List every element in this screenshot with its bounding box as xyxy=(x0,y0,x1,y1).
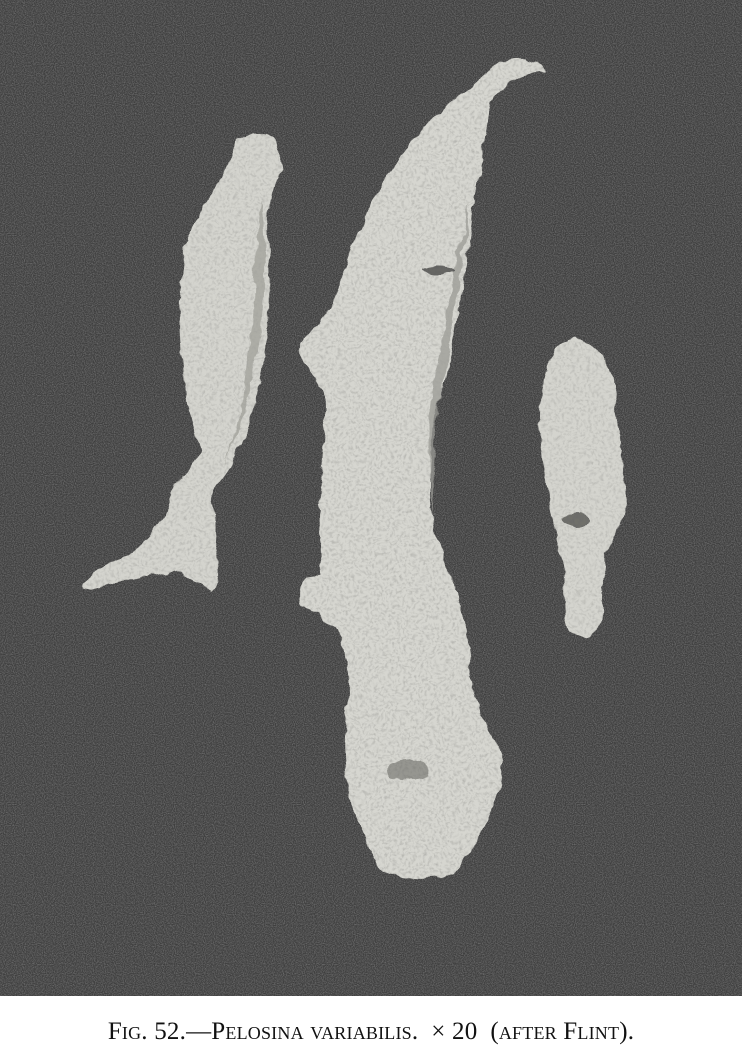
caption-times-symbol: × xyxy=(431,1018,446,1045)
caption-species: Pelosina variabilis. xyxy=(211,1018,419,1045)
specimen-center-crack xyxy=(424,266,456,274)
specimen-center-pit xyxy=(386,760,430,780)
figure-caption xyxy=(0,1014,742,1050)
caption-source: (after Flint). xyxy=(490,1018,635,1045)
caption-fig-number: Fig. 52. xyxy=(107,1018,187,1045)
specimen-right-notch xyxy=(562,515,590,525)
caption-magnification: 20 xyxy=(452,1018,478,1045)
caption-dash: — xyxy=(186,1018,212,1045)
